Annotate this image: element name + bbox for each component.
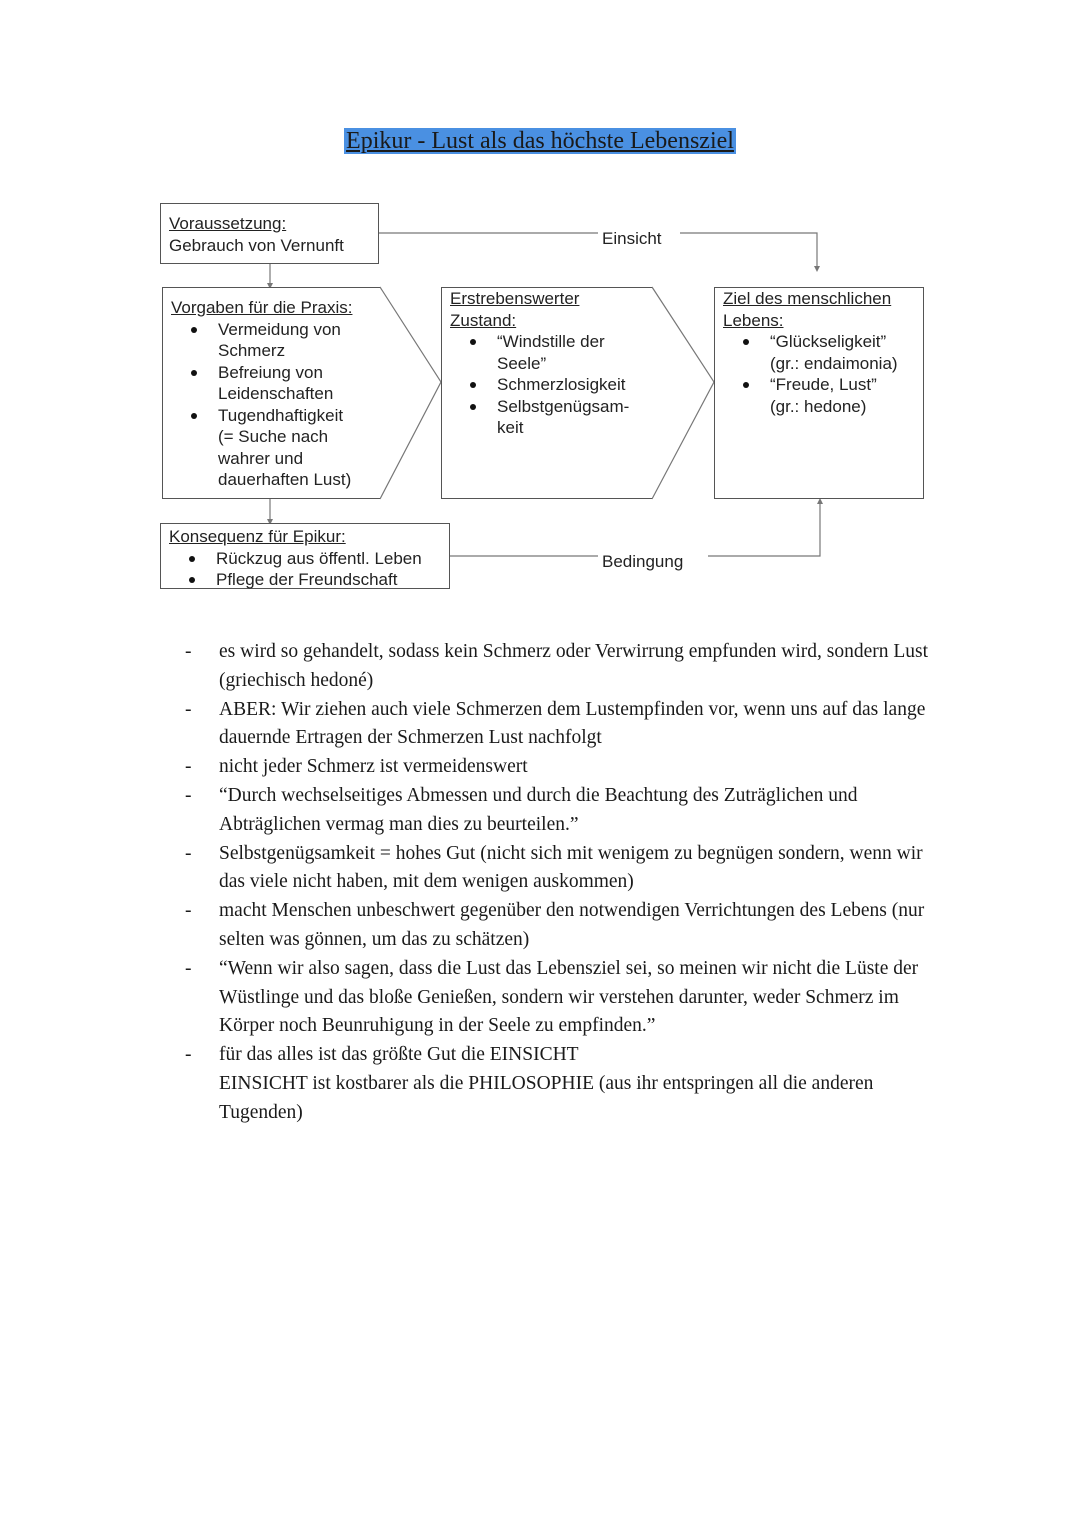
arrow-head-einsicht bbox=[814, 266, 820, 272]
list-item: Pflege der Freundschaft bbox=[216, 569, 441, 591]
list-item: - “Wenn wir also sagen, dass die Lust das Lebensziel sei, so meinen wir nicht die Lüste der Wüstlinge und das bloße Genießen, sondern wir verstehen darunter, weder Schmerz im Körper noch Beunruhigung in der Seele zu empfinden.” bbox=[185, 955, 945, 1041]
einsicht-label: Einsicht bbox=[598, 229, 666, 249]
vorgaben-box bbox=[162, 287, 380, 499]
bedingung-connector-right bbox=[708, 502, 820, 556]
zustand-heading: Erstrebenswerter Zustand: bbox=[450, 289, 580, 330]
zustand-list bbox=[450, 331, 644, 439]
list-item: “Windstille der Seele” bbox=[497, 331, 627, 374]
list-item: Schmerzlosigkeit bbox=[497, 374, 647, 396]
notes-continuation: EINSICHT ist kostbarer als die PHILOSOPHIE (aus ihr entspringen all die anderen Tugenden) bbox=[219, 1072, 874, 1123]
einsicht-connector-right bbox=[680, 233, 817, 268]
ziel-heading: Ziel des menschlichen Lebens: bbox=[723, 289, 892, 330]
voraussetzung-box bbox=[160, 203, 379, 264]
notes-list bbox=[185, 638, 945, 1128]
list-item: Tugendhaftigkeit (= Suche nach wahrer und dauerhaften Lust) bbox=[218, 405, 358, 491]
list-item: - ABER: Wir ziehen auch viele Schmerzen dem Lustempfinden vor, wenn uns auf das lange dauernde Ertragen der Schmerzen Lust nachfolgt bbox=[185, 696, 945, 754]
list-item: Selbstgenügsam-keit bbox=[497, 396, 637, 439]
list-item: “Glückseligkeit” (gr.: endaimonia) bbox=[770, 331, 920, 374]
list-item: - es wird so gehandelt, sodass kein Schmerz oder Verwirrung empfunden wird, sondern Lust (griechisch hedoné) bbox=[185, 638, 945, 696]
list-item: Rückzug aus öffentl. Leben bbox=[216, 548, 441, 570]
ziel-list bbox=[723, 331, 915, 417]
vorgaben-list bbox=[171, 319, 372, 491]
konsequenz-heading: Konsequenz für Epikur: bbox=[169, 527, 346, 546]
zustand-box bbox=[441, 287, 652, 499]
list-item: Vermeidung von Schmerz bbox=[218, 319, 353, 362]
chevron-arrow-2 bbox=[652, 287, 714, 499]
list-item: Befreiung von Leidenschaften bbox=[218, 362, 353, 405]
title-text: Epikur - Lust als das höchste Lebensziel bbox=[346, 128, 734, 154]
list-item: - macht Menschen unbeschwert gegenüber den notwendigen Verrichtungen des Lebens (nur selten was gönnen, um das zu schätzen) bbox=[185, 897, 945, 955]
list-item: “Freude, Lust” (gr.: hedone) bbox=[770, 374, 900, 417]
list-item: - nicht jeder Schmerz ist vermeidenswert bbox=[185, 753, 945, 782]
chevron-arrow-1 bbox=[380, 287, 441, 499]
list-item: - Selbstgenügsamkeit = hohes Gut (nicht sich mit wenigem zu begnügen sondern, wenn wir das viele nicht haben, mit dem wenigen auskommen) bbox=[185, 840, 945, 898]
voraussetzung-text: Gebrauch von Vernunft bbox=[169, 235, 344, 255]
vorgaben-heading: Vorgaben für die Praxis: bbox=[171, 298, 353, 317]
konsequenz-list bbox=[169, 548, 441, 591]
list-item: - für das alles ist das größte Gut die EINSICHT bbox=[185, 1041, 945, 1070]
ziel-box bbox=[714, 287, 924, 499]
konsequenz-box bbox=[160, 523, 450, 589]
voraussetzung-heading: Voraussetzung: bbox=[169, 214, 287, 233]
bedingung-label: Bedingung bbox=[598, 552, 687, 572]
list-item: - “Durch wechselseitiges Abmessen und durch die Beachtung des Zuträglichen und Abträglichen vermag man dies zu beurteilen.” bbox=[185, 782, 945, 840]
